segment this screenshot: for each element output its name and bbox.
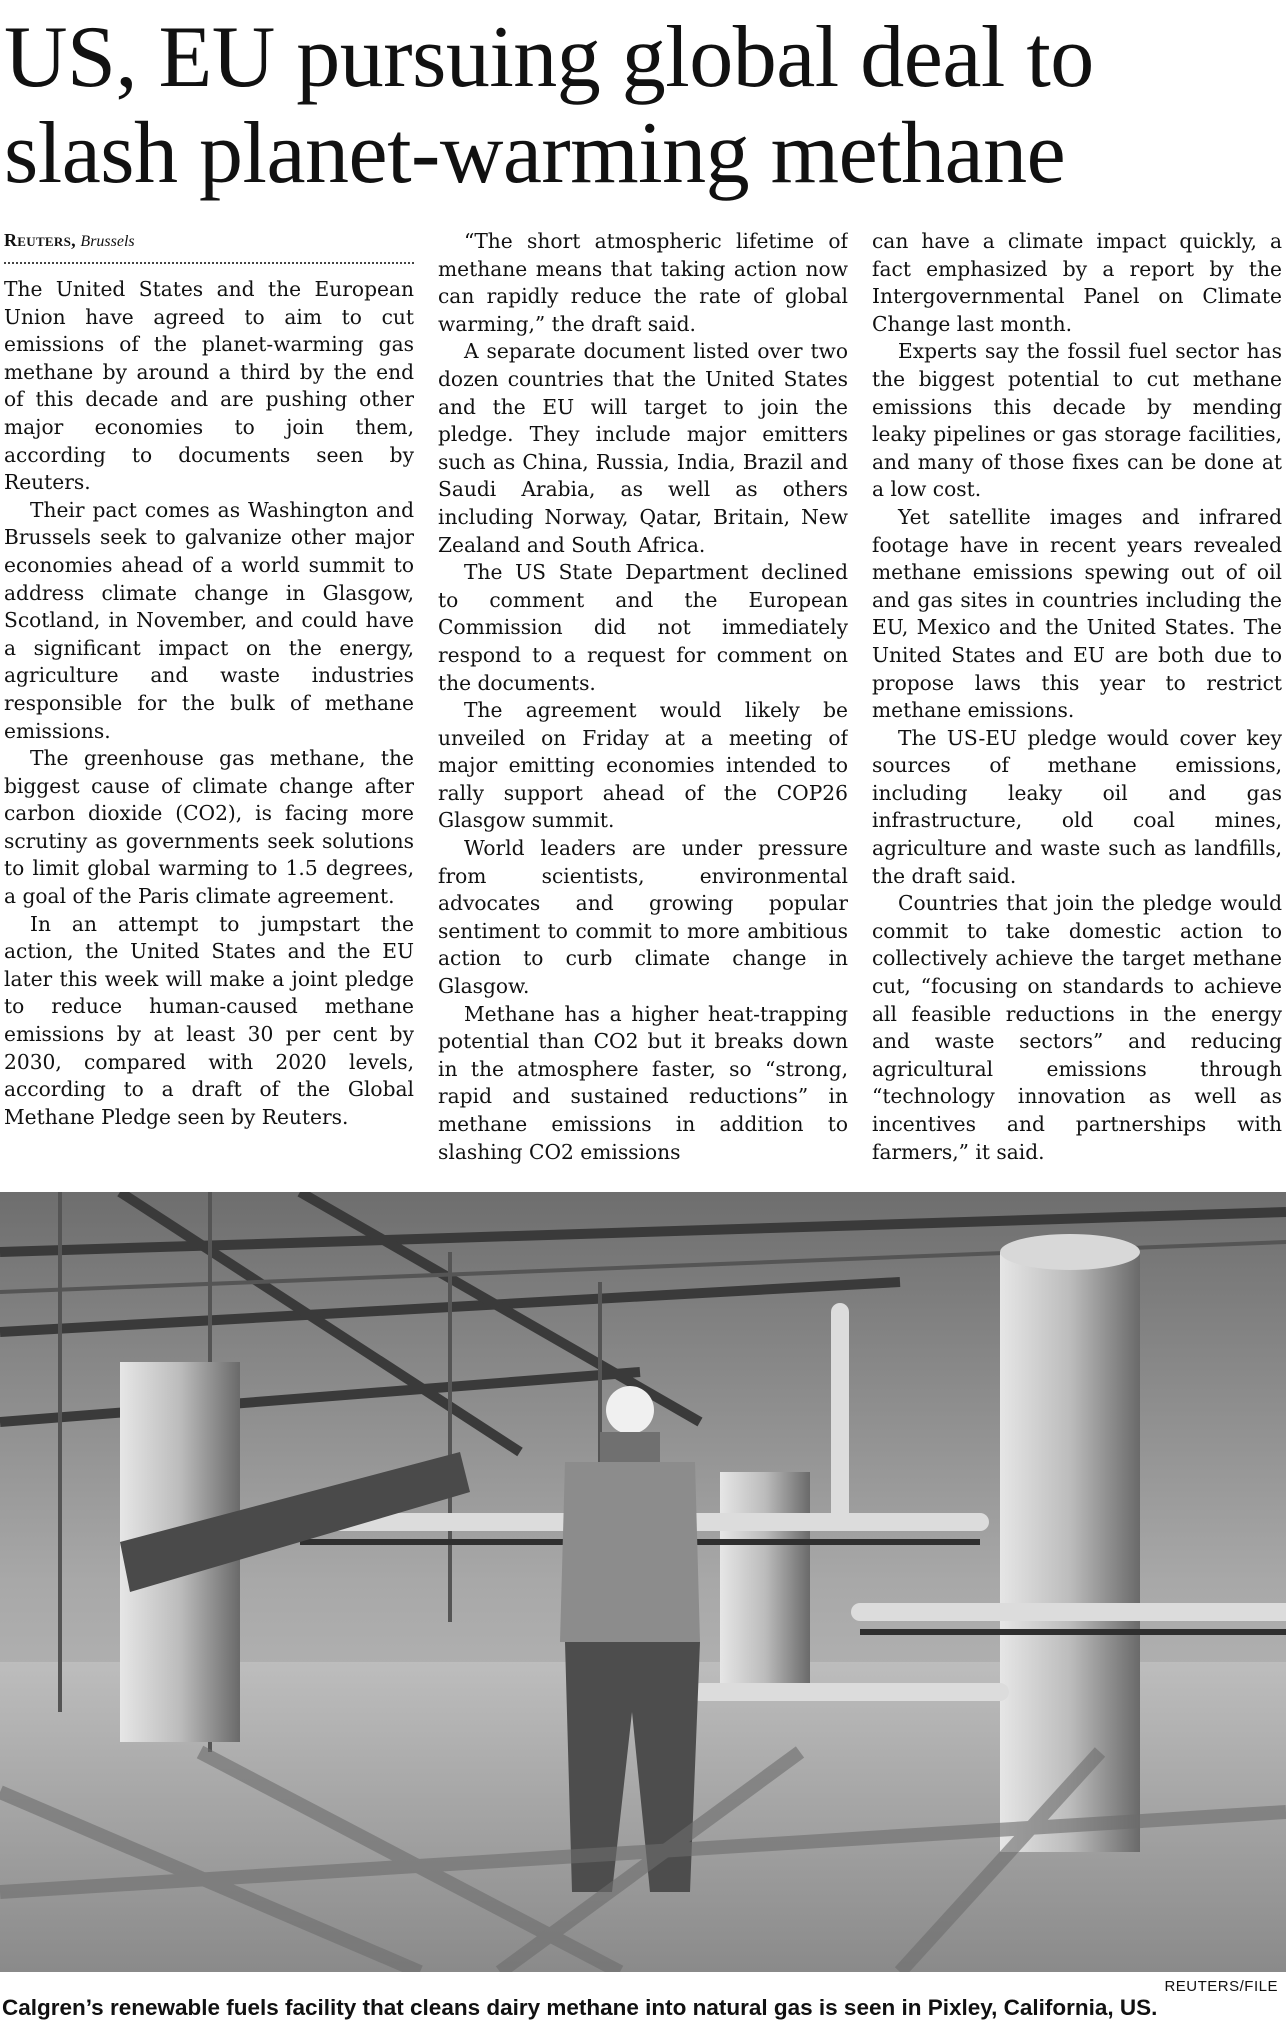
paragraph: Countries that join the pledge would commit to take domestic action to collectively achieve the target methane cut, “focusing on standards to achieve all feasible reductions in the energy and waste sectors” and reducing agricultural emissions through “technology innovation as well as incentives and partnerships with farmers,” it said. bbox=[872, 891, 1282, 1164]
paragraph: In an attempt to jumpstart the action, the United States and the EU later this week will make a joint pledge to reduce human-caused methane emissions by at least 30 per cent by 2030, compared with 2020 levels, according to a draft of the Global Methane Pledge seen by Reuters. bbox=[4, 911, 414, 1129]
paragraph: Experts say the fossil fuel sector has the biggest potential to cut methane emissions this decade by mending leaky pipelines or gas storage facilities, and many of those fixes can be done at a low cost. bbox=[872, 339, 1282, 502]
paragraph: A separate document listed over two dozen countries that the United States and the EU will target to join the pledge. They include major emitters such as China, Russia, India, Brazil and Saudi Arabia, as well as others including Norway, Qatar, Britain, New Zealand and South Africa. bbox=[438, 339, 848, 557]
column-1 bbox=[4, 228, 414, 1174]
headline-line-1: US, EU pursuing global deal to bbox=[4, 9, 1094, 106]
paragraph: can have a climate impact quickly, a fact emphasized by a report by the Intergovernmental Panel on Climate Change last month. bbox=[872, 229, 1282, 336]
photo-caption: Calgren’s renewable fuels facility that cleans dairy methane into natural gas is seen in Pixley, California, US. bbox=[2, 1995, 1158, 2020]
byline bbox=[4, 228, 414, 264]
paragraph: Yet satellite images and infrared footage have in recent years revealed methane emissions spewing out of oil and gas sites in countries including the EU, Mexico and the United States. The United States and EU are both due to propose laws this year to restrict methane emissions. bbox=[872, 504, 1282, 723]
column-3 bbox=[872, 228, 1282, 1174]
headline bbox=[4, 10, 1284, 202]
industrial-facility-photo bbox=[0, 1192, 1286, 1972]
paragraph: World leaders are under pressure from scientists, environmental advocates and growing popular sentiment to commit to more ambitious action to curb climate change in Glasgow. bbox=[438, 836, 848, 999]
paragraph: The greenhouse gas methane, the biggest cause of climate change after carbon dioxide (CO2), is facing more scrutiny as governments seek solutions to limit global warming to 1.5 degrees, a goal of the Paris climate agreement. bbox=[4, 746, 414, 909]
paragraph: The United States and the European Union have agreed to aim to cut emissions of the planet-warming gas methane by around a third by the end of this decade and are pushing other major economies to join them, according to documents seen by Reuters. bbox=[4, 277, 414, 495]
paragraph: The agreement would likely be unveiled on Friday at a meeting of major emitting economies intended to rally support ahead of the COP26 Glasgow summit. bbox=[438, 698, 848, 833]
paragraph: Their pact comes as Washington and Brussels seek to galvanize other major economies ahead of a world summit to address climate change in Glasgow, Scotland, in November, and could have a significant impact on the energy, agriculture and waste industries responsible for the bulk of methane emissions. bbox=[4, 497, 414, 743]
headline-line-2: slash planet-warming methane bbox=[4, 105, 1066, 202]
paragraph: The US State Department declined to comment and the European Commission did not immediately respond to a request for comment on the documents. bbox=[438, 560, 848, 695]
column-2 bbox=[438, 228, 848, 1174]
byline-agency: Reuters, bbox=[4, 230, 76, 250]
photo-credit: REUTERS/FILE bbox=[1164, 1978, 1278, 1995]
paragraph: The US-EU pledge would cover key sources of methane emissions, including leaky oil and gas infrastructure, old coal mines, agriculture and waste such as landfills, the draft said. bbox=[872, 725, 1282, 888]
paragraph: Methane has a higher heat-trapping potential than CO2 but it breaks down in the atmosphere faster, so “strong, rapid and sustained reductions” in methane emissions in addition to slashing CO2 emissions bbox=[438, 1001, 848, 1164]
paragraph: “The short atmospheric lifetime of methane means that taking action now can rapidly reduce the rate of global warming,” the draft said. bbox=[438, 229, 848, 336]
article-body bbox=[4, 228, 1282, 1174]
byline-city: Brussels bbox=[80, 233, 135, 250]
